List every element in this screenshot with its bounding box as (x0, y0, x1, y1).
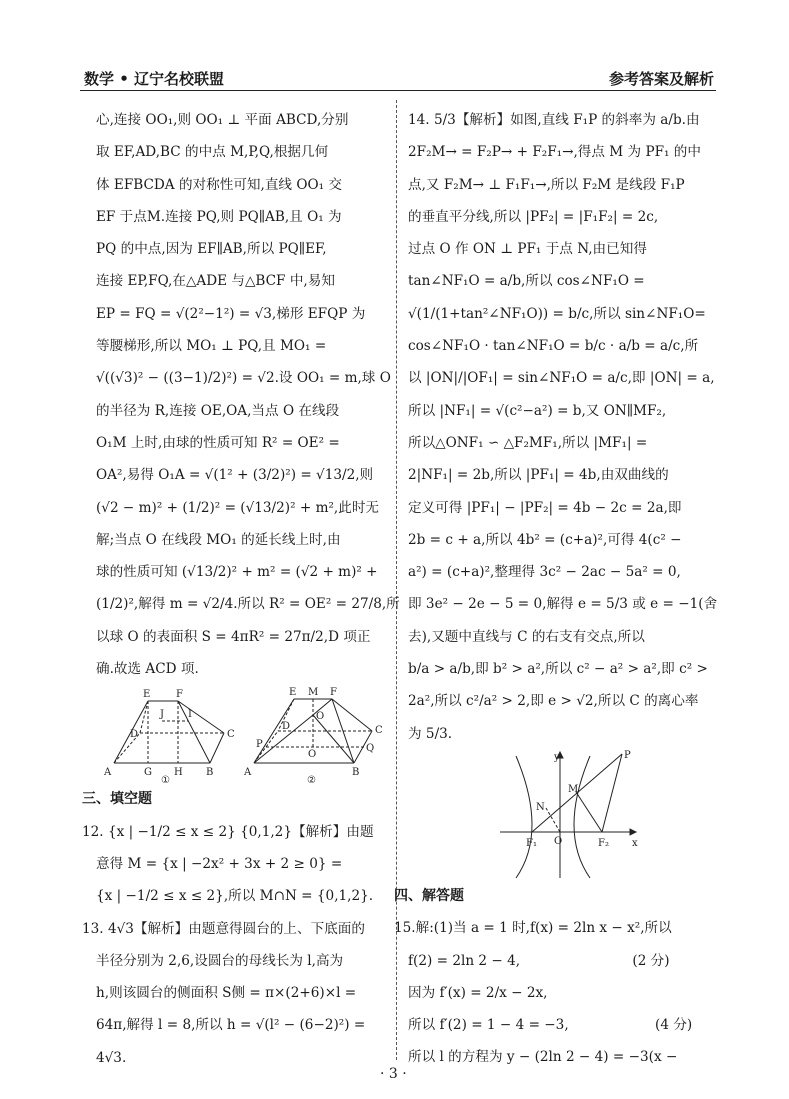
left-column (82, 104, 400, 1074)
fig1-label-D: D (130, 729, 139, 741)
q15-text-line: f(2) = 2ln 2 − 4, (2 分) (408, 952, 670, 969)
q11-text-line: EF 于点M.连接 PQ,则 PQ∥AB,且 O₁ 为 (96, 208, 342, 225)
fig2-caption: ② (307, 775, 316, 784)
q13-text-line: 4√3. (96, 1049, 127, 1066)
q14-text-line: 所以△ONF₁ ∽ △F₂MF₁,所以 |MF₁| = (408, 434, 648, 451)
hyperbola-figure (408, 750, 710, 880)
fig1-label-J: J (160, 709, 165, 721)
q11-text-line: 体 EFBCDA 的对称性可知,直线 OO₁ 交 (96, 176, 342, 193)
q14-text-line: 过点 O 作 ON ⊥ PF₁ 于点 N,由已知得 (408, 241, 647, 258)
page-header (80, 60, 716, 91)
q14-text-line: 的垂直平分线,所以 |PF₂| = |F₁F₂| = 2c, (408, 208, 659, 225)
q11-text-line: PQ 的中点,因为 EF∥AB,所以 PQ∥EF, (96, 241, 327, 258)
fig2-label-P: P (256, 739, 263, 751)
page-number: · 3 · (380, 1066, 407, 1082)
q14-text-line: √(1/(1+tan²∠NF₁O)) = b/c,所以 sin∠NF₁O= (408, 305, 706, 322)
fig2-label-A: A (244, 767, 252, 779)
q12-text-line: 意得 M = {x | −2x² + 3x + 2 ≥ 0} = (96, 855, 343, 872)
q14-text-line: 2|NF₁| = 2b,所以 |PF₁| = 4b,由双曲线的 (408, 467, 669, 484)
q11-text-line: (1/2)²,解得 m = √2/4.所以 R² = OE² = 27/8,所 (96, 596, 400, 613)
header-right-title: 参考答案及解析 (608, 70, 714, 88)
q11-text-line: 的半径为 R,连接 OE,OA,当点 O 在线段 (96, 402, 340, 419)
fig2-label-E: E (289, 687, 297, 699)
q14-text-line: cos∠NF₁O · tan∠NF₁O = b/c · a/b = a/c,所 (408, 338, 699, 355)
q14-text-line: 2F₂M→ = F₂P→ + F₂F₁→,得点 M 为 PF₁ 的中 (408, 144, 701, 161)
q11-text-line: 确.故选 ACD 项. (96, 661, 199, 678)
q13-text-line: 64π,解得 l = 8,所以 h = √(l² − (6−2)²) = (96, 1017, 366, 1034)
fig1-label-H: H (174, 767, 183, 779)
q11-text-line: O₁M 上时,由球的性质可知 R² = OE² = (96, 434, 340, 451)
q11-text-line: 以球 O 的表面积 S = 4πR² = 27π/2,D 项正 (96, 628, 371, 645)
right-column (394, 104, 718, 1074)
hyperbola-figure-svg (408, 750, 710, 880)
q11-text-line: (√2 − m)² + (1/2)² = (√13/2)² + m²,此时无 (96, 499, 380, 516)
fig2-label-F: F (330, 687, 337, 699)
geometry-figures (96, 685, 386, 783)
q11-text-line: √((√3)² − ((3−1)/2)²) = √2.设 OO₁ = m,球 O (96, 370, 391, 387)
fig1-label-E: E (143, 689, 151, 701)
fig1-label-B: B (206, 767, 214, 779)
graph-label-y: y (554, 751, 560, 763)
geometry-figures-svg (96, 685, 386, 783)
graph-label-M: M (568, 783, 579, 795)
q11-text-line: OA²,易得 O₁A = √(1² + (3/2)²) = √13/2,则 (96, 467, 374, 484)
q13-text-line: h,则该圆台的侧面积 S侧 = π×(2+6)×l = (96, 985, 357, 1002)
fig2-label-O1: O (308, 749, 317, 761)
graph-label-x: x (632, 837, 638, 849)
q14-text-line: 定义可得 |PF₁| − |PF₂| = 4b − 2c = 2a,即 (408, 499, 682, 516)
q15-text-line: 所以 f′(2) = 1 − 4 = −3, (4 分) (408, 1017, 693, 1034)
q14-text-line: a²) = (c+a)²,整理得 3c² − 2ac − 5a² = 0, (408, 564, 681, 581)
q11-text-line: 心,连接 OO₁,则 OO₁ ⊥ 平面 ABCD,分别 (96, 112, 349, 128)
q14-text-line: 点,又 F₂M→ ⊥ F₁F₁→,所以 F₂M 是线段 F₁P (408, 176, 685, 193)
q11-text-line: 等腰梯形,所以 MO₁ ⊥ PQ,且 MO₁ = (96, 338, 327, 355)
q12-text-line: 12. {x | −1/2 ≤ x ≤ 2} {0,1,2}【解析】由题 (82, 823, 374, 840)
q14-text-line: 即 3e² − 2e − 5 = 0,解得 e = 5/3 或 e = −1(舍 (408, 596, 718, 613)
graph-label-N: N (536, 801, 545, 813)
fig1-label-G: G (144, 767, 152, 779)
graph-label-F1: F₁ (526, 837, 537, 849)
q14-text-line: b/a > a/b,即 b² > a²,所以 c² − a² > a²,即 c² > (408, 661, 708, 678)
section-heading-fill-in: 三、填空题 (82, 791, 152, 808)
q14-text-line: 2b = c + a,所以 4b² = (c+a)²,可得 4(c² − (408, 531, 682, 548)
q14-text-line: 以 |ON|/|OF₁| = sin∠NF₁O = a/c,即 |ON| = a, (408, 370, 715, 387)
q12-text-line: {x | −1/2 ≤ x ≤ 2},所以 M∩N = {0,1,2}. (96, 888, 374, 905)
header-left-title: 数学 • 辽宁名校联盟 (84, 70, 225, 88)
fig1-label-F: F (176, 689, 183, 701)
q11-text-line: 连接 EP,FQ,在△ADE 与△BCF 中,易知 (96, 273, 335, 290)
q15-text-line: 因为 f′(x) = 2/x − 2x, (408, 984, 548, 1001)
q14-text-line: 为 5/3. (408, 725, 453, 742)
graph-label-P: P (624, 749, 631, 761)
fig1-caption: ① (161, 775, 170, 784)
graph-label-F2: F₂ (598, 837, 609, 849)
q13-text-line: 13. 4√3【解析】由题意得圆台的上、下底面的 (82, 920, 365, 937)
fig2-label-C: C (375, 725, 383, 737)
q11-text-line: 取 EF,AD,BC 的中点 M,P,Q,根据几何 (96, 144, 329, 161)
q15-text-line: 所以 l 的方程为 y − (2ln 2 − 4) = −3(x − (408, 1049, 678, 1066)
q13-text-line: 半径分别为 2,6,设圆台的母线长为 l,高为 (96, 952, 344, 969)
q14-text-line: 14. 5/3【解析】如图,直线 F₁P 的斜率为 a/b.由 (408, 112, 700, 128)
fig2-label-D: D (282, 721, 291, 733)
fig2-label-M: M (308, 687, 319, 699)
fig2-label-B: B (352, 767, 360, 779)
section-heading-solutions: 四、解答题 (394, 887, 464, 904)
q14-text-line: tan∠NF₁O = a/b,所以 cos∠NF₁O = (408, 273, 645, 290)
q11-text-line: 球的性质可知 (√13/2)² + m² = (√2 + m)² + (96, 564, 378, 581)
q14-text-line: 所以 |NF₁| = √(c²−a²) = b,又 ON∥MF₂, (408, 402, 667, 419)
graph-label-O: O (554, 835, 563, 847)
q15-text-line: 15.解:(1)当 a = 1 时,f(x) = 2ln x − x²,所以 (394, 920, 672, 937)
fig2-label-Q: Q (366, 743, 375, 755)
fig2-label-O: O (316, 711, 325, 723)
fig1-label-I: I (188, 709, 192, 721)
fig1-label-A: A (104, 767, 112, 779)
q14-text-line: 2a²,所以 c²/a² > 2,即 e > √2,所以 C 的离心率 (408, 693, 699, 710)
q11-text-line: EP = FQ = √(2²−1²) = √3,梯形 EFQP 为 (96, 305, 366, 322)
fig1-label-C: C (227, 729, 235, 741)
q11-text-line: 解;当点 O 在线段 MO₁ 的延长线上时,由 (96, 531, 341, 548)
q14-text-line: 去),又题中直线与 C 的右支有交点,所以 (408, 628, 645, 645)
